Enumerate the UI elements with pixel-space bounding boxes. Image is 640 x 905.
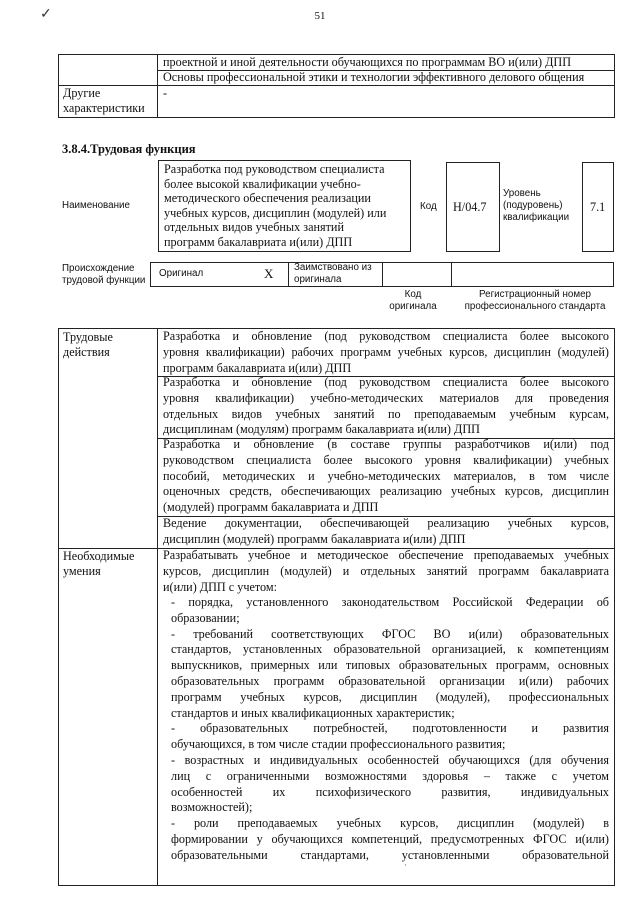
other-characteristics-label-2: характеристики xyxy=(63,101,145,115)
function-name-text: Разработка под руководством специалиста более высокой квалификации учебно- методического обеспечения реализации учебных курсов, дисциплин (модулей) или отдельных видов учебных занятий программ бакалавриата и(или) ДПП xyxy=(164,162,387,249)
page-number: 51 xyxy=(314,10,326,22)
code-original-caption: Код оригинала xyxy=(389,289,437,312)
other-characteristics-label-1: Другие xyxy=(63,86,101,100)
skills-items: - порядка, установленного законодательством Российской Федерации об образовании; - требований соответствующих ФГОС ВО и(или) образовательных стандартов, установленных образовательной организацией, к компетенциям выпускников, примерных или типовых образовательных программ, основных образовательных программ образовательной организации и(или) рабочих программ учебных курсов, дисциплин (модулей), профессиональных стандартов и иных квалификационных характеристик; - образовательных потребностей, подготовленности и развития обучающихся, в том числе стадии профессионального развития; - возрастных и индивидуальных особенностей обучающихся (для обучения лиц с ограниченными возможностями здоровья – также с учетом особенностей их психофизического развития, индивидуальных возможностей); - роли преподаваемых учебных курсов, дисциплин (модулей) в формировании у обучающихся компетенций, предусмотренных ФГОС и(или) образовательными стандартами, установленными образовательной xyxy=(171,595,609,862)
original-mark: X xyxy=(264,266,274,281)
scan-mark: ✓ xyxy=(40,7,52,22)
top-table xyxy=(58,54,615,118)
code-label: Код xyxy=(420,201,437,212)
origin-label: Происхождение трудовой функции xyxy=(62,263,146,286)
origin-table xyxy=(150,262,614,287)
top-table-row2-text: Основы профессиональной этики и технологии эффективного делового общения xyxy=(163,70,585,84)
code-value: H/04.7 xyxy=(453,200,487,214)
level-label: Уровень (подуровень) квалификации xyxy=(503,188,570,223)
code-box xyxy=(446,162,500,252)
labor-action-4: Ведение документации, обеспечивающей реализацию учебных курсов, дисциплин (модулей) программ бакалавриата и(или) ДПП xyxy=(163,516,609,546)
original-label: Оригинал xyxy=(159,268,204,279)
borrowed-label: Заимствовано из оригинала xyxy=(294,262,372,285)
registration-caption: Регистрационный номер профессионального стандарта xyxy=(464,289,606,312)
level-value: 7.1 xyxy=(590,200,606,214)
top-table-row1-text: проектной и иной деятельности обучающихся по программам ВО и(или) ДПП xyxy=(163,55,572,69)
level-box xyxy=(582,162,614,252)
section-title: 3.8.4.Трудовая функция xyxy=(62,142,196,156)
skills-label: Необходимые умения xyxy=(63,549,135,578)
scan-speck: · xyxy=(404,860,407,870)
skills-intro: Разрабатывать учебное и методическое обеспечение преподаваемых учебных курсов, дисциплин (модулей) и отдельных занятий программ бакалавриата и(или) ДПП с учетом: xyxy=(163,548,609,594)
function-name-box xyxy=(158,160,411,252)
other-characteristics-value: - xyxy=(163,86,168,100)
labor-action-2: Разработка и обновление (под руководством специалиста более высокого уровня квалификации) учебно-методических материалов для проведения отдельных видов учебных занятий по преподаваемым учебным курсам, дисциплинам (модулям) программ бакалавриата и(или) ДПП xyxy=(163,375,609,437)
labor-action-3: Разработка и обновление (в составе группы разработчиков и(или) под руководством специалиста более высокого уровня квалификации) учебных пособий, методических и учебно-методических материалов, в том числе оценочных средств, обеспечивающих реализацию учебных курсов, дисциплин (модулей) программ бакалавриата и ДПП xyxy=(163,437,609,515)
labor-action-1: Разработка и обновление (под руководством специалиста более высокого уровня квалификации) рабочих программ учебных курсов, дисциплин (модулей) программ бакалавриата и(или) ДПП xyxy=(163,329,609,375)
main-table xyxy=(58,328,615,886)
labor-actions-label: Трудовые действия xyxy=(63,330,113,359)
name-label: Наименование xyxy=(62,200,130,211)
